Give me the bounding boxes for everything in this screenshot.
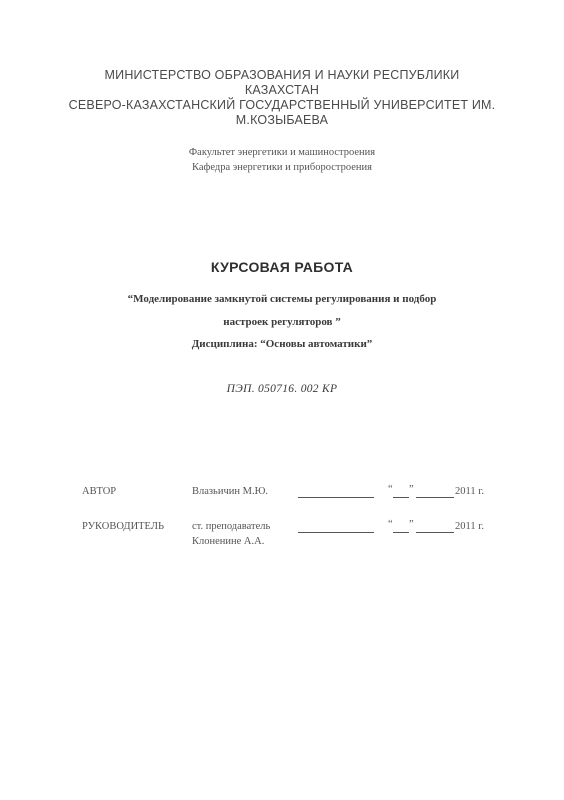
author-month-line bbox=[416, 497, 454, 498]
university-line-1: СЕВЕРО-КАЗАХСТАНСКИЙ ГОСУДАРСТВЕННЫЙ УНИВЕРСИТЕТ ИМ. bbox=[68, 98, 496, 112]
work-title: КУРСОВАЯ РАБОТА bbox=[210, 259, 354, 275]
supervisor-date-quote-close: ” bbox=[409, 519, 414, 530]
university-line-2: М.КОЗЫБАЕВА bbox=[235, 113, 329, 127]
faculty-name: Факультет энергетики и машиностроения bbox=[188, 147, 376, 158]
supervisor-role: РУКОВОДИТЕЛЬ bbox=[82, 521, 164, 532]
supervisor-month-line bbox=[416, 532, 454, 533]
author-year: 2011 г. bbox=[455, 486, 484, 497]
author-date-quote-open: “ bbox=[388, 484, 393, 495]
document-code: ПЭП. 050716. 002 КР bbox=[226, 383, 338, 395]
supervisor-signature-line bbox=[298, 532, 374, 533]
author-name: Влазьичин М.Ю. bbox=[192, 486, 268, 497]
supervisor-name: Клоненине А.А. bbox=[192, 536, 265, 547]
discipline: Дисциплина: “Основы автоматики” bbox=[191, 338, 373, 350]
topic-line-1: “Моделирование замкнутой системы регулирования и подбор bbox=[127, 293, 437, 305]
author-role: АВТОР bbox=[82, 486, 117, 497]
supervisor-date-quote-open: “ bbox=[388, 519, 393, 530]
author-date-quote-close: ” bbox=[409, 484, 414, 495]
ministry-line-2: КАЗАХСТАН bbox=[244, 83, 320, 97]
department-name: Кафедра энергетики и приборостроения bbox=[192, 162, 372, 173]
author-day-line bbox=[393, 497, 409, 498]
supervisor-day-line bbox=[393, 532, 409, 533]
topic-line-2: настроек регуляторов ” bbox=[223, 316, 341, 328]
supervisor-year: 2011 г. bbox=[455, 521, 484, 532]
ministry-line-1: МИНИСТЕРСТВО ОБРАЗОВАНИЯ И НАУКИ РЕСПУБЛИКИ bbox=[104, 68, 460, 82]
author-signature-line bbox=[298, 497, 374, 498]
supervisor-position: ст. преподаватель bbox=[192, 521, 271, 532]
